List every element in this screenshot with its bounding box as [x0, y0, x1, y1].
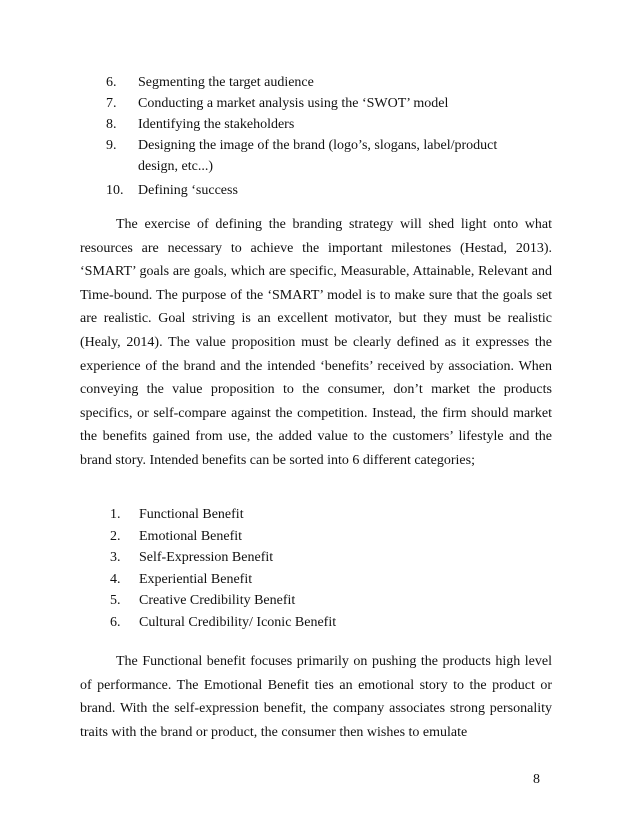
list-item-number: 7.	[106, 96, 117, 111]
branding-steps-list	[106, 72, 566, 201]
benefit-categories-list	[110, 504, 510, 634]
list-item-number: 8.	[106, 117, 117, 132]
body-paragraph-branding-strategy: The exercise of defining the branding strategy will shed light onto what resources are necessary to achieve the important milestones (Hestad, 2013). ‘SMART’ goals are goals, which are specific, Measurable, Attainable, Relevant and Time-bound. The purpose of the ‘SMART’ model is to make sure that the goals set are realistic. Goal striving is an excellent motivator, but they must be realistic (Healy, 2014). The value proposition must be clearly defined as it expresses the experience of the brand and the intended ‘benefits’ received by association. When conveying the value proposition to the consumer, don’t market the products specifics, or self-compare against the competition. Instead, the firm should market the benefits gained from use, the added value to the customers’ lifestyle and the brand story. Intended benefits can be sorted into 6 different categories;	[80, 217, 552, 468]
list-item	[110, 612, 510, 634]
list-item	[110, 547, 510, 569]
list-item-text: Experiential Benefit	[139, 571, 253, 587]
list-item-text: Designing the image of the brand (logo’s, slogans, label/product design, etc...)	[138, 138, 498, 174]
body-paragraph-benefits: The Functional benefit focuses primarily on pushing the products high level of performance. The Emotional Benefit ties an emotional story to the product or brand. With the self-expression benefit, the company associates strong personality traits with the brand or product, the consumer then wishes to emulate	[80, 654, 552, 740]
list-item-number: 1.	[110, 507, 121, 522]
list-item-number: 6.	[106, 75, 117, 90]
list-item-number: 3.	[110, 550, 121, 566]
list-item-text: Conducting a market analysis using the ‘SWOT’ model	[138, 96, 449, 111]
page-number: 8	[533, 772, 540, 787]
list-item-text: Defining ‘success	[138, 183, 238, 198]
list-item	[110, 504, 510, 526]
list-item-text: Self-Expression Benefit	[139, 550, 274, 566]
list-item-number: 6.	[110, 614, 121, 630]
list-item	[106, 72, 566, 93]
list-item	[110, 590, 510, 612]
list-item-text: Emotional Benefit	[139, 528, 243, 544]
list-item-text: Functional Benefit	[139, 507, 244, 522]
list-item-text: Identifying the stakeholders	[138, 117, 295, 132]
list-item	[110, 526, 510, 548]
list-item-number: 5.	[110, 593, 121, 609]
list-item	[110, 569, 510, 591]
list-item	[106, 135, 566, 177]
list-item-number: 9.	[106, 138, 117, 153]
list-item-number: 4.	[110, 571, 121, 587]
list-item-number: 2.	[110, 528, 121, 544]
list-item-number: 10.	[106, 183, 124, 198]
list-item-text: Cultural Credibility/ Iconic Benefit	[139, 614, 337, 630]
list-item	[106, 93, 566, 114]
list-item-text: Segmenting the target audience	[138, 75, 314, 90]
list-item	[106, 114, 566, 135]
list-item-text: Creative Credibility Benefit	[139, 593, 296, 609]
list-item	[106, 180, 566, 201]
